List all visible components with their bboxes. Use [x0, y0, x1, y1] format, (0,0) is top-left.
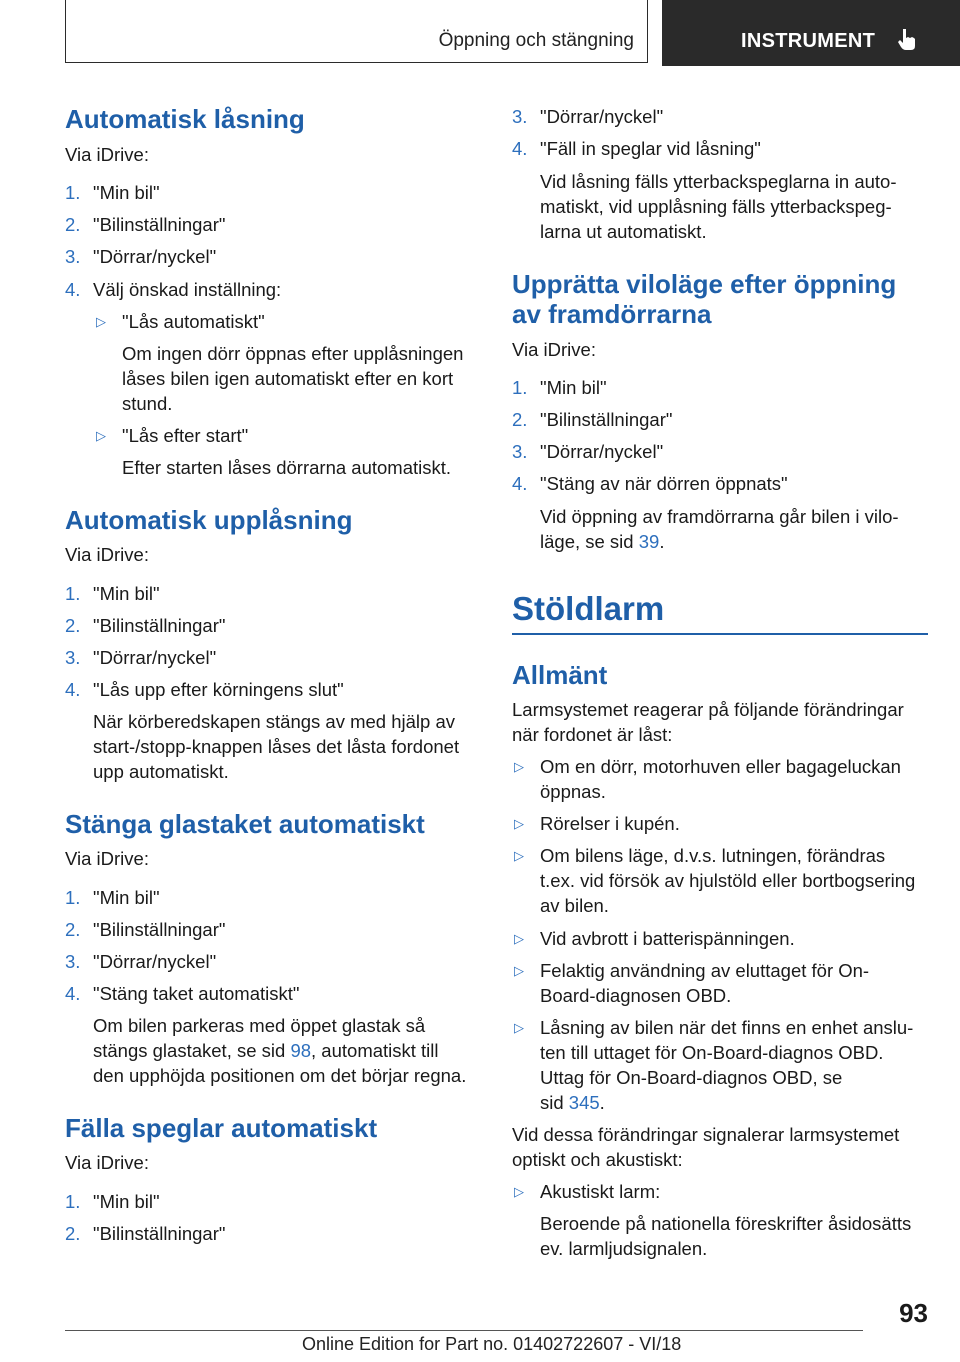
list-number: 1.: [65, 182, 81, 203]
item-desc: Vid öppning av framdörrarna går bilen i vilo-: [540, 506, 899, 527]
list-number: 2.: [65, 1223, 81, 1244]
page-link-39[interactable]: 39: [638, 531, 660, 552]
via-idrive: Via iDrive:: [65, 544, 149, 565]
bullet-text: t.ex. vid försök av hjulstöld eller bortbogsering: [540, 870, 916, 891]
bullet-text-part: sid: [540, 1092, 569, 1113]
bullet-text: Board-diagnosen OBD.: [540, 985, 732, 1006]
item-desc-text: läge, se sid: [540, 531, 639, 552]
bullet-text: Efter starten låses dörrarna automatiskt.: [122, 457, 452, 478]
paragraph-line: Vid dessa förändringar signalerar larmsystemet: [512, 1124, 900, 1145]
item-desc: [93, 1038, 439, 1063]
footer-rule: [65, 1330, 863, 1331]
list-number: 2.: [65, 919, 81, 940]
bullet-text: Beroende på nationella föreskrifter åsidosätts: [540, 1213, 912, 1234]
bullet-text: Rörelser i kupén.: [540, 813, 680, 834]
list-item: "Min bil": [93, 887, 160, 908]
triangle-bullet-icon: ▷: [514, 759, 524, 774]
list-item: "Fäll in speglar vid låsning": [540, 138, 761, 159]
list-number: 3.: [512, 106, 528, 127]
list-item: Välj önskad inställning:: [93, 279, 282, 300]
chapter-title-stoldlarm: Stöldlarm: [512, 590, 665, 627]
footer-edition-text: Online Edition for Part no. 01402722607 - VI/18: [302, 1334, 682, 1354]
bullet-text: stund.: [122, 393, 173, 414]
item-desc: matiskt, vid upplåsning fälls ytterbackspeg-: [540, 196, 892, 217]
item-desc: [540, 529, 664, 554]
list-number: 4.: [512, 473, 528, 494]
heading-viloläge-line2: av framdörrarna: [512, 299, 712, 329]
bullet-text: Om bilens läge, d.v.s. lutningen, förändras: [540, 845, 886, 866]
via-idrive: Via iDrive:: [65, 144, 149, 165]
bullet-text: Uttag för On-Board-diagnos OBD, se: [540, 1067, 843, 1088]
item-desc: den upphöjda positionen om det börjar regna.: [93, 1065, 467, 1086]
list-number: 1.: [512, 377, 528, 398]
paragraph-line: Larmsystemet reagerar på följande förändringar: [512, 699, 904, 720]
chapter-rule: [512, 633, 928, 635]
list-number: 2.: [65, 214, 81, 235]
page-link-98[interactable]: 98: [290, 1040, 312, 1061]
list-item: "Bilinställningar": [93, 214, 226, 235]
pointing-hand-icon: [894, 26, 920, 52]
triangle-bullet-icon: ▷: [514, 931, 524, 946]
header-tab[interactable]: [662, 0, 960, 66]
heading-allmant: Allmänt: [512, 660, 608, 690]
via-idrive: Via iDrive:: [65, 848, 149, 869]
heading-automatisk-upplasning: Automatisk upplåsning: [65, 505, 353, 535]
triangle-bullet-icon: ▷: [514, 848, 524, 863]
item-desc: upp automatiskt.: [93, 761, 229, 782]
bullet-text: öppnas.: [540, 781, 606, 802]
triangle-bullet-icon: ▷: [514, 1020, 524, 1035]
list-item: "Stäng av när dörren öppnats": [540, 473, 788, 494]
list-item: "Bilinställningar": [93, 919, 226, 940]
item-desc: larna ut automatiskt.: [540, 221, 707, 242]
bullet-text: av bilen.: [540, 895, 609, 916]
list-number: 3.: [512, 441, 528, 462]
bullet-title: "Lås efter start": [122, 425, 249, 446]
list-item: "Min bil": [540, 377, 607, 398]
heading-stanga-glastaket: Stänga glastaket automatiskt: [65, 809, 425, 839]
list-item: "Lås upp efter körningens slut": [93, 679, 344, 700]
bullet-text: låses bilen igen automatiskt efter en kort: [122, 368, 454, 389]
bullet-text: ev. larmljudsignalen.: [540, 1238, 708, 1259]
list-item: "Bilinställningar": [540, 409, 673, 430]
via-idrive: Via iDrive:: [512, 339, 596, 360]
list-number: 4.: [65, 679, 81, 700]
page-link-345[interactable]: 345: [568, 1092, 600, 1113]
list-number: 2.: [65, 615, 81, 636]
bullet-title: Akustiskt larm:: [540, 1181, 661, 1202]
via-idrive: Via iDrive:: [65, 1152, 149, 1173]
bullet-text: Låsning av bilen när det finns en enhet anslu-: [540, 1017, 914, 1038]
heading-viloläge-line1: Upprätta viloläge efter öppning: [512, 269, 897, 299]
header-tab-label: INSTRUMENT: [741, 30, 876, 52]
triangle-bullet-icon: ▷: [96, 428, 106, 443]
bullet-text-part: .: [599, 1092, 605, 1113]
bullet-title: "Lås automatiskt": [122, 311, 265, 332]
list-item: "Dörrar/nyckel": [540, 106, 664, 127]
list-number: 1.: [65, 1191, 81, 1212]
triangle-bullet-icon: ▷: [514, 816, 524, 831]
list-item: "Stäng taket automatiskt": [93, 983, 300, 1004]
list-item: "Min bil": [93, 1191, 160, 1212]
item-desc-text: .: [659, 531, 665, 552]
triangle-bullet-icon: ▷: [96, 314, 106, 329]
list-number: 4.: [65, 279, 81, 300]
bullet-text: Felaktig användning av eluttaget för On-: [540, 960, 870, 981]
item-desc: Vid låsning fälls ytterbackspeglarna in auto-: [540, 171, 897, 192]
page-number: 93: [899, 1298, 928, 1328]
triangle-bullet-icon: ▷: [514, 963, 524, 978]
list-number: 3.: [65, 246, 81, 267]
list-item: "Bilinställningar": [93, 615, 226, 636]
bullet-text: Om en dörr, motorhuven eller bagageluckan: [540, 756, 901, 777]
heading-automatisk-lasning: Automatisk låsning: [65, 104, 305, 134]
list-item: "Min bil": [93, 583, 160, 604]
item-desc-text: stängs glastaket, se sid: [93, 1040, 291, 1061]
bullet-text: Om ingen dörr öppnas efter upplåsningen: [122, 343, 464, 364]
header-section-box: [65, 0, 648, 63]
item-desc: Om bilen parkeras med öppet glastak så: [93, 1015, 426, 1036]
bullet-text: ten till uttaget för On-Board-diagnos OBD.: [540, 1042, 884, 1063]
list-item: "Dörrar/nyckel": [93, 647, 217, 668]
list-number: 1.: [65, 887, 81, 908]
item-desc: När körberedskapen stängs av med hjälp av: [93, 711, 455, 732]
bullet-text: [540, 1090, 605, 1115]
list-number: 4.: [512, 138, 528, 159]
list-number: 1.: [65, 583, 81, 604]
list-item: "Min bil": [93, 182, 160, 203]
list-number: 3.: [65, 951, 81, 972]
list-number: 4.: [65, 983, 81, 1004]
list-number: 3.: [65, 647, 81, 668]
page-header: [0, 0, 960, 66]
item-desc: start-/stopp-knappen låses det låsta fordonet: [93, 736, 460, 757]
header-section-title: Öppning och stängning: [438, 30, 634, 51]
list-item: "Dörrar/nyckel": [540, 441, 664, 462]
list-item: "Dörrar/nyckel": [93, 246, 217, 267]
list-item: "Bilinställningar": [93, 1223, 226, 1244]
triangle-bullet-icon: ▷: [514, 1184, 524, 1199]
paragraph-line: optiskt och akustiskt:: [512, 1149, 683, 1170]
bullet-text: Vid avbrott i batterispänningen.: [540, 928, 795, 949]
list-number: 2.: [512, 409, 528, 430]
list-item: "Dörrar/nyckel": [93, 951, 217, 972]
paragraph-line: när fordonet är låst:: [512, 724, 673, 745]
heading-falla-speglar: Fälla speglar automatiskt: [65, 1113, 378, 1143]
item-desc-text: , automatiskt till: [311, 1040, 439, 1061]
